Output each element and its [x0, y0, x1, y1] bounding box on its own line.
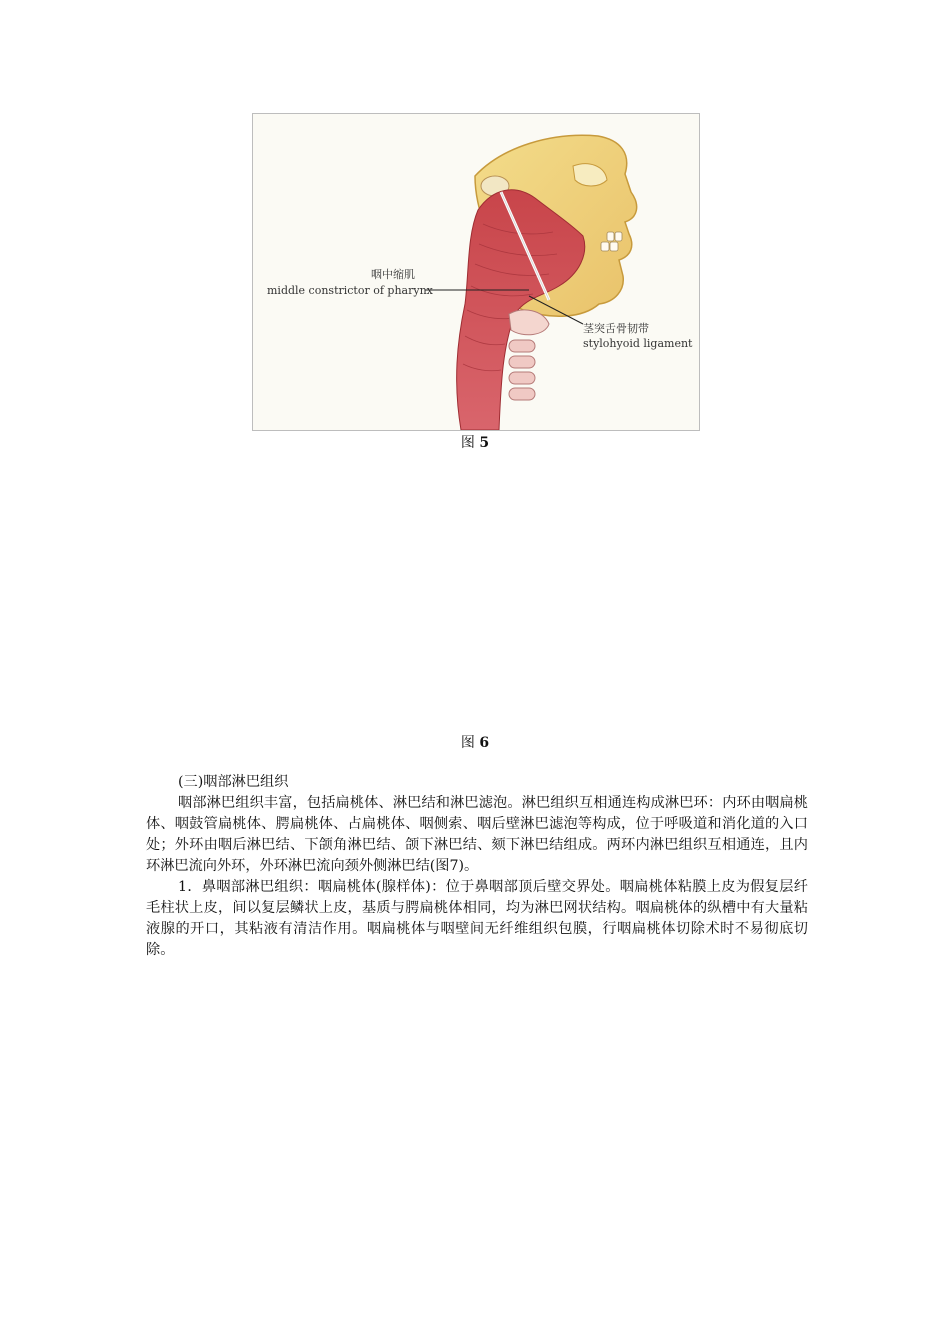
figure-5-caption: [0, 432, 950, 452]
label-stylohyoid-en: stylohyoid ligament: [583, 337, 693, 350]
figure-6-caption: [0, 732, 950, 752]
label-middle-constrictor-cn: 咽中缩肌: [371, 268, 415, 281]
paragraph-2: 1．鼻咽部淋巴组织：咽扁桃体(腺样体)：位于鼻咽部顶后壁交界处。咽扁桃体粘膜上皮为假复层纤毛柱状上皮，间以复层鳞状上皮，基质与腭扁桃体相同，均为淋巴网状结构。咽扁桃体的纵槽中有大量粘液腺的开口，其粘液有清洁作用。咽扁桃体与咽壁间无纤维组织包膜，行咽扁桃体切除术时不易彻底切除。: [146, 879, 808, 958]
caption-number: 5: [479, 435, 490, 451]
section-heading: (三)咽部淋巴组织: [178, 774, 289, 790]
label-middle-constrictor-en: middle constrictor of pharynx: [267, 284, 433, 297]
body-text: [146, 772, 808, 961]
anatomy-illustration: [253, 114, 699, 430]
caption-prefix: 图: [460, 735, 475, 751]
caption-number: 6: [479, 735, 490, 751]
trachea: [509, 340, 535, 400]
label-stylohyoid-cn: 茎突舌骨韧带: [583, 322, 649, 335]
paragraph-1: 咽部淋巴组织丰富，包括扁桃体、淋巴结和淋巴滤泡。淋巴组织互相通连构成淋巴环：内环由咽扁桃体、咽鼓管扁桃体、腭扁桃体、占扁桃体、咽侧索、咽后壁淋巴滤泡等构成，位于呼吸道和消化道的入口处；外环由咽后淋巴结、下颌角淋巴结、颌下淋巴结、颏下淋巴结组成。两环内淋巴组织互相通连，且内环淋巴流向外环，外环淋巴流向颈外侧淋巴结(图7)。: [146, 795, 808, 874]
caption-prefix: 图: [460, 435, 475, 451]
figure-5-image: [252, 113, 700, 431]
